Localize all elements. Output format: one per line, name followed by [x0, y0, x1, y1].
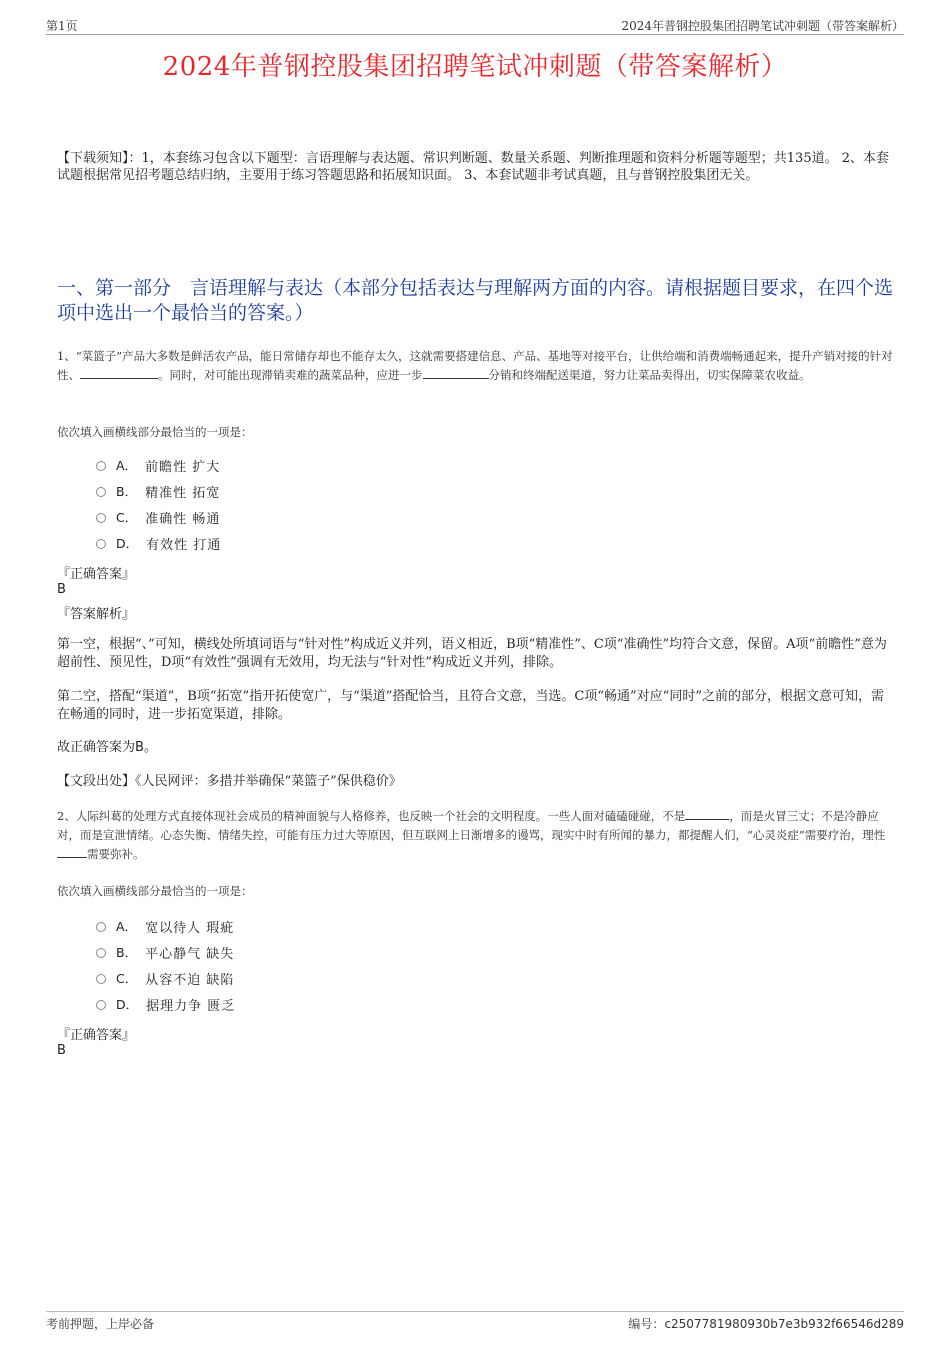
question-1-text: 1、“菜篮子”产品大多数是鲜活农产品，能日常储存却也不能存太久，这就需要搭建信息、产品、基地等对接平台，让供给端和消费端畅通起来，提升产销对接的针对性、 。同时，对可能出现滞销卖难的蔬菜品种，应进一步 分销和终端配送渠道，努力让菜品卖得出，切实保障菜农收益。	[57, 349, 893, 382]
option-b[interactable]: B． 精准性 拓宽	[96, 478, 221, 504]
analysis-conclusion: 故正确答案为B。	[57, 740, 157, 755]
page-number: 第1页	[46, 19, 78, 33]
correct-answer: B	[57, 582, 66, 597]
blank-1	[685, 807, 729, 820]
option-d[interactable]: D． 有效性 打通	[96, 530, 221, 556]
section-heading: 一、第一部分 言语理解与表达（本部分包括表达与理解两方面的内容。请根据题目要求，在四个选项中选出一个最恰当的答案。）	[57, 277, 894, 324]
analysis-paragraph-2: 第二空，搭配“渠道”，B项“拓宽”指开拓使宽广，与“渠道”搭配恰当，且符合文意，当选。C项“畅通”对应“同时”之前的部分，根据文意可知，需在畅通的同时，进一步拓宽渠道，排除。	[57, 689, 884, 722]
radio-icon[interactable]	[96, 539, 106, 549]
blank-1	[80, 366, 158, 379]
footer-code: 编号：c2507781980930b7e3b932f66546d289	[628, 1317, 904, 1331]
option-b[interactable]: B． 平心静气 缺失	[96, 939, 235, 965]
blank-2	[57, 845, 87, 858]
option-c[interactable]: C． 从容不迫 缺陷	[96, 965, 235, 991]
correct-answer: B	[57, 1043, 66, 1058]
radio-icon[interactable]	[96, 974, 106, 984]
header-doc-title: 2024年普钢控股集团招聘笔试冲刺题（带答案解析）	[621, 19, 904, 33]
radio-icon[interactable]	[96, 487, 106, 497]
option-c[interactable]: C． 准确性 畅通	[96, 504, 221, 530]
radio-icon[interactable]	[96, 1000, 106, 1010]
option-a[interactable]: A． 宽以待人 瑕疵	[96, 913, 235, 939]
analysis-paragraph-1: 第一空，根据“、”可知，横线处所填词语与“针对性”构成近义并列，语义相近，B项“精准性”、C项“准确性”均符合文意，保留。A项“前瞻性”意为超前性、预见性，D项“有效性”强调有无效用，均无法与“针对性”构成近义并列，排除。	[57, 637, 887, 670]
question-2-text: 2、人际纠葛的处理方式直接体现社会成员的精神面貌与人格修养，也反映一个社会的文明程度。一些人面对磕磕碰碰，不是 ，而是火冒三丈；不是冷静应对，而是宣泄情绪。心态失衡、情绪失控，可能有压力过大等原因，但互联网上日渐增多的谩骂，现实中时有所闻的暴力，都提醒人们，“心灵炎症”需要疗治，理性需要弥补。	[57, 809, 886, 861]
page-header	[46, 14, 904, 35]
question-2-options	[96, 913, 235, 1017]
footer-divider	[46, 1311, 904, 1312]
footer-slogan: 考前押题，上岸必备	[46, 1317, 155, 1331]
analysis-label: 『答案解析』	[57, 607, 136, 622]
radio-icon[interactable]	[96, 948, 106, 958]
passage-source: 【文段出处】《人民网评：多措并举确保“菜篮子”保供稳价》	[57, 774, 402, 789]
question-1-options	[96, 452, 221, 556]
question-1-prompt: 依次填入画横线部分最恰当的一项是：	[57, 425, 253, 439]
download-notice: 【下载须知】：1，本套练习包含以下题型：言语理解与表达题、常识判断题、数量关系题、判断推理题和资料分析题等题型；共135道。 2、本套试题根据常见招考题总结归纳，主要用于练习答题思路和拓展知识面。 3、本套试题非考试真题，且与普钢控股集团无关。	[57, 151, 889, 183]
document-title: 2024年普钢控股集团招聘笔试冲刺题（带答案解析）	[162, 52, 788, 82]
correct-answer-label: 『正确答案』	[57, 567, 136, 582]
option-a[interactable]: A． 前瞻性 扩大	[96, 452, 221, 478]
radio-icon[interactable]	[96, 513, 106, 523]
option-d[interactable]: D． 据理力争 匮乏	[96, 991, 235, 1017]
radio-icon[interactable]	[96, 922, 106, 932]
correct-answer-label: 『正确答案』	[57, 1028, 136, 1043]
question-2-prompt: 依次填入画横线部分最恰当的一项是：	[57, 884, 253, 898]
radio-icon[interactable]	[96, 461, 106, 471]
blank-2	[423, 366, 489, 379]
